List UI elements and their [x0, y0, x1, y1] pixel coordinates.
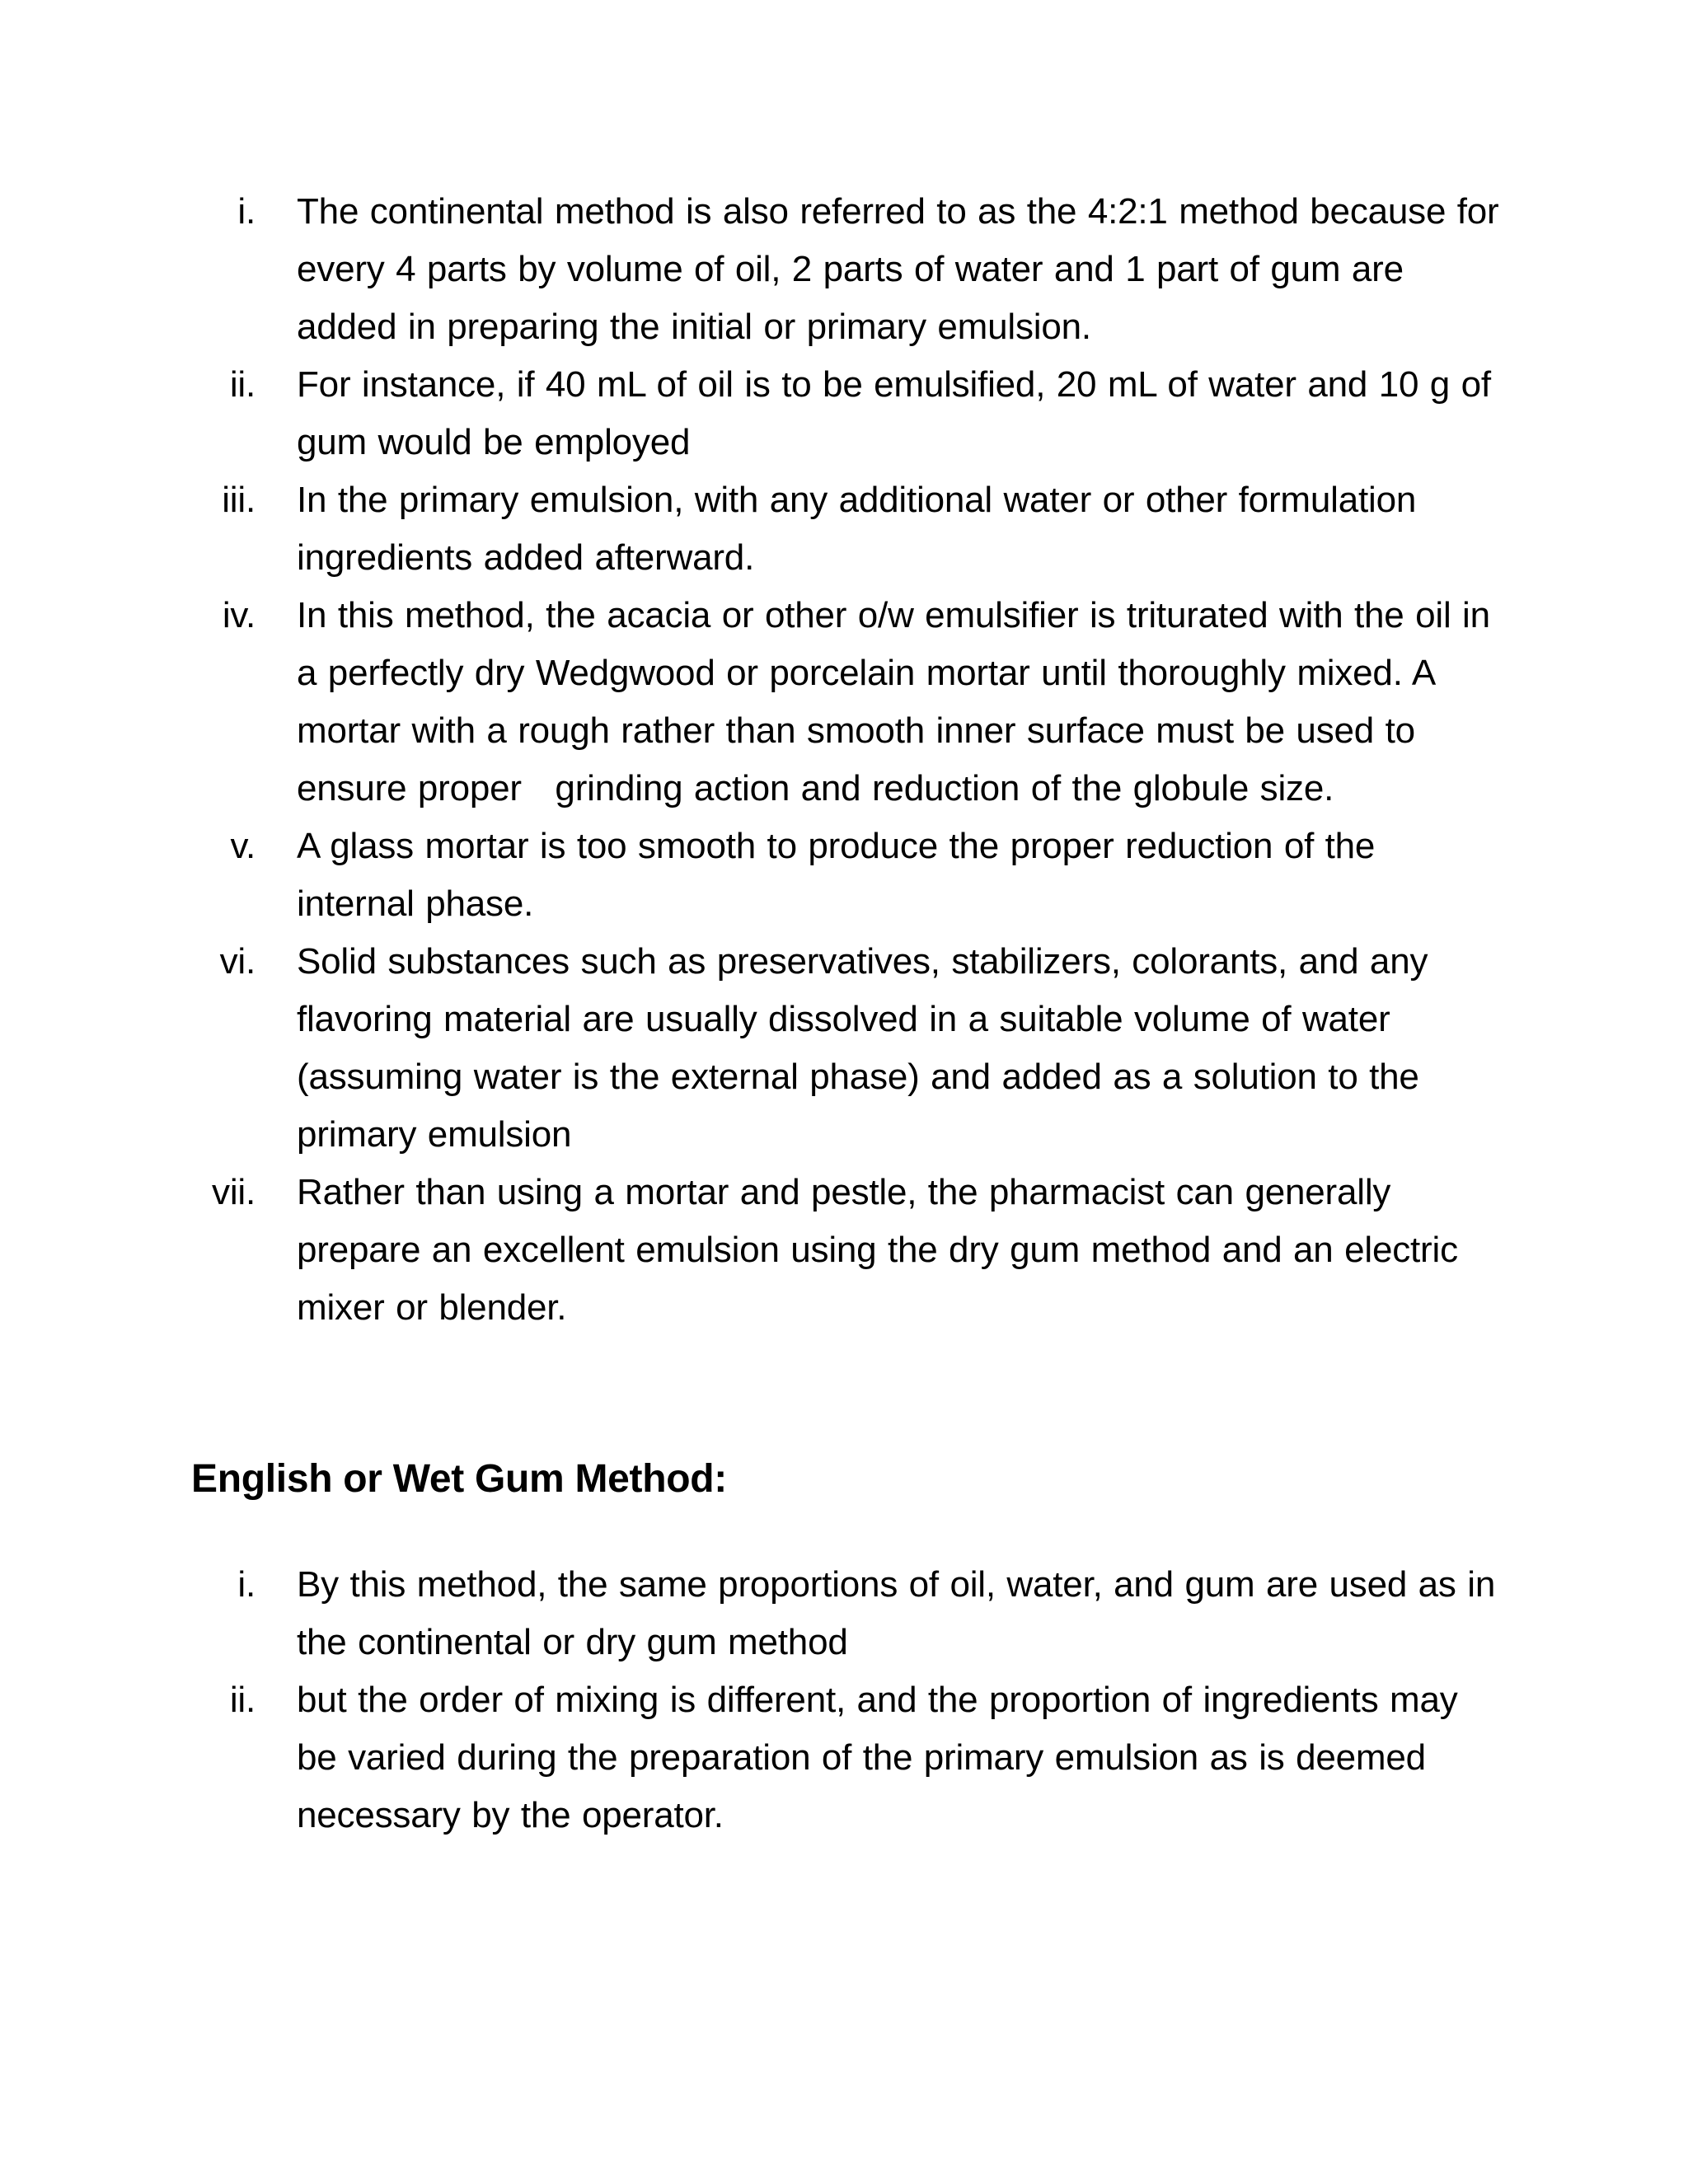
list-item	[191, 587, 1502, 818]
continental-method-list	[191, 183, 1511, 1337]
list-marker: vi.	[219, 941, 256, 982]
list-marker: iii.	[222, 480, 256, 520]
spacer	[191, 1508, 1502, 1556]
list-marker: iv.	[222, 595, 256, 635]
list-item	[191, 1556, 1507, 1671]
list-marker: i.	[237, 191, 256, 232]
list-item-text: By this method, the same proportions of oil, water, and gum are used as in the continental or dry gum method	[297, 1564, 1507, 1662]
spacer	[191, 1337, 1502, 1451]
list-item	[191, 933, 1502, 1164]
page-title: English or Wet Gum Method:	[191, 1457, 727, 1501]
list-item-text: Rather than using a mortar and pestle, the pharmacist can generally prepare an excellent emulsion using the dry gum method and an electric mixer or blender.	[297, 1172, 1470, 1328]
list-item	[191, 356, 1502, 471]
wet-gum-method-list	[191, 1556, 1507, 1844]
list-marker: v.	[230, 826, 256, 866]
list-item	[191, 818, 1502, 933]
list-item-text: A glass mortar is too smooth to produce the proper reduction of the internal phase.	[297, 826, 1386, 924]
list-item	[191, 1164, 1502, 1337]
list-marker: ii.	[229, 364, 256, 405]
list-item	[191, 183, 1511, 356]
list-item-text: Solid substances such as preservatives, stabilizers, colorants, and any flavoring material are usually dissolved in a suitable volume of water (assuming water is the external phase) and added as a solution to the primary emulsion	[297, 941, 1439, 1155]
list-item	[191, 471, 1502, 587]
list-marker: ii.	[229, 1680, 256, 1720]
list-marker: vii.	[212, 1172, 256, 1212]
page-content	[191, 183, 1511, 1844]
list-item-text: In the primary emulsion, with any additional water or other formulation ingredients added afterward.	[297, 480, 1428, 578]
list-item	[191, 1671, 1502, 1844]
list-item-text: but the order of mixing is different, and the proportion of ingredients may be varied during the preparation of the primary emulsion as is deemed necessary by the operator.	[297, 1680, 1470, 1835]
list-marker: i.	[237, 1564, 256, 1605]
list-item-text: For instance, if 40 mL of oil is to be emulsified, 20 mL of water and 10 g of gum would be employed	[297, 364, 1503, 462]
list-item-text: In this method, the acacia or other o/w emulsifier is triturated with the oil in a perfectly dry Wedgwood or porcelain mortar until thoroughly mixed. A mortar with a rough rather than smooth inner surface must be used to ensure proper grinding action and reduction of the globule size.	[297, 595, 1502, 808]
list-item-text: The continental method is also referred to as the 4:2:1 method because for every 4 parts by volume of oil, 2 parts of water and 1 part of gum are added in preparing the initial or primary emulsion.	[297, 191, 1511, 347]
